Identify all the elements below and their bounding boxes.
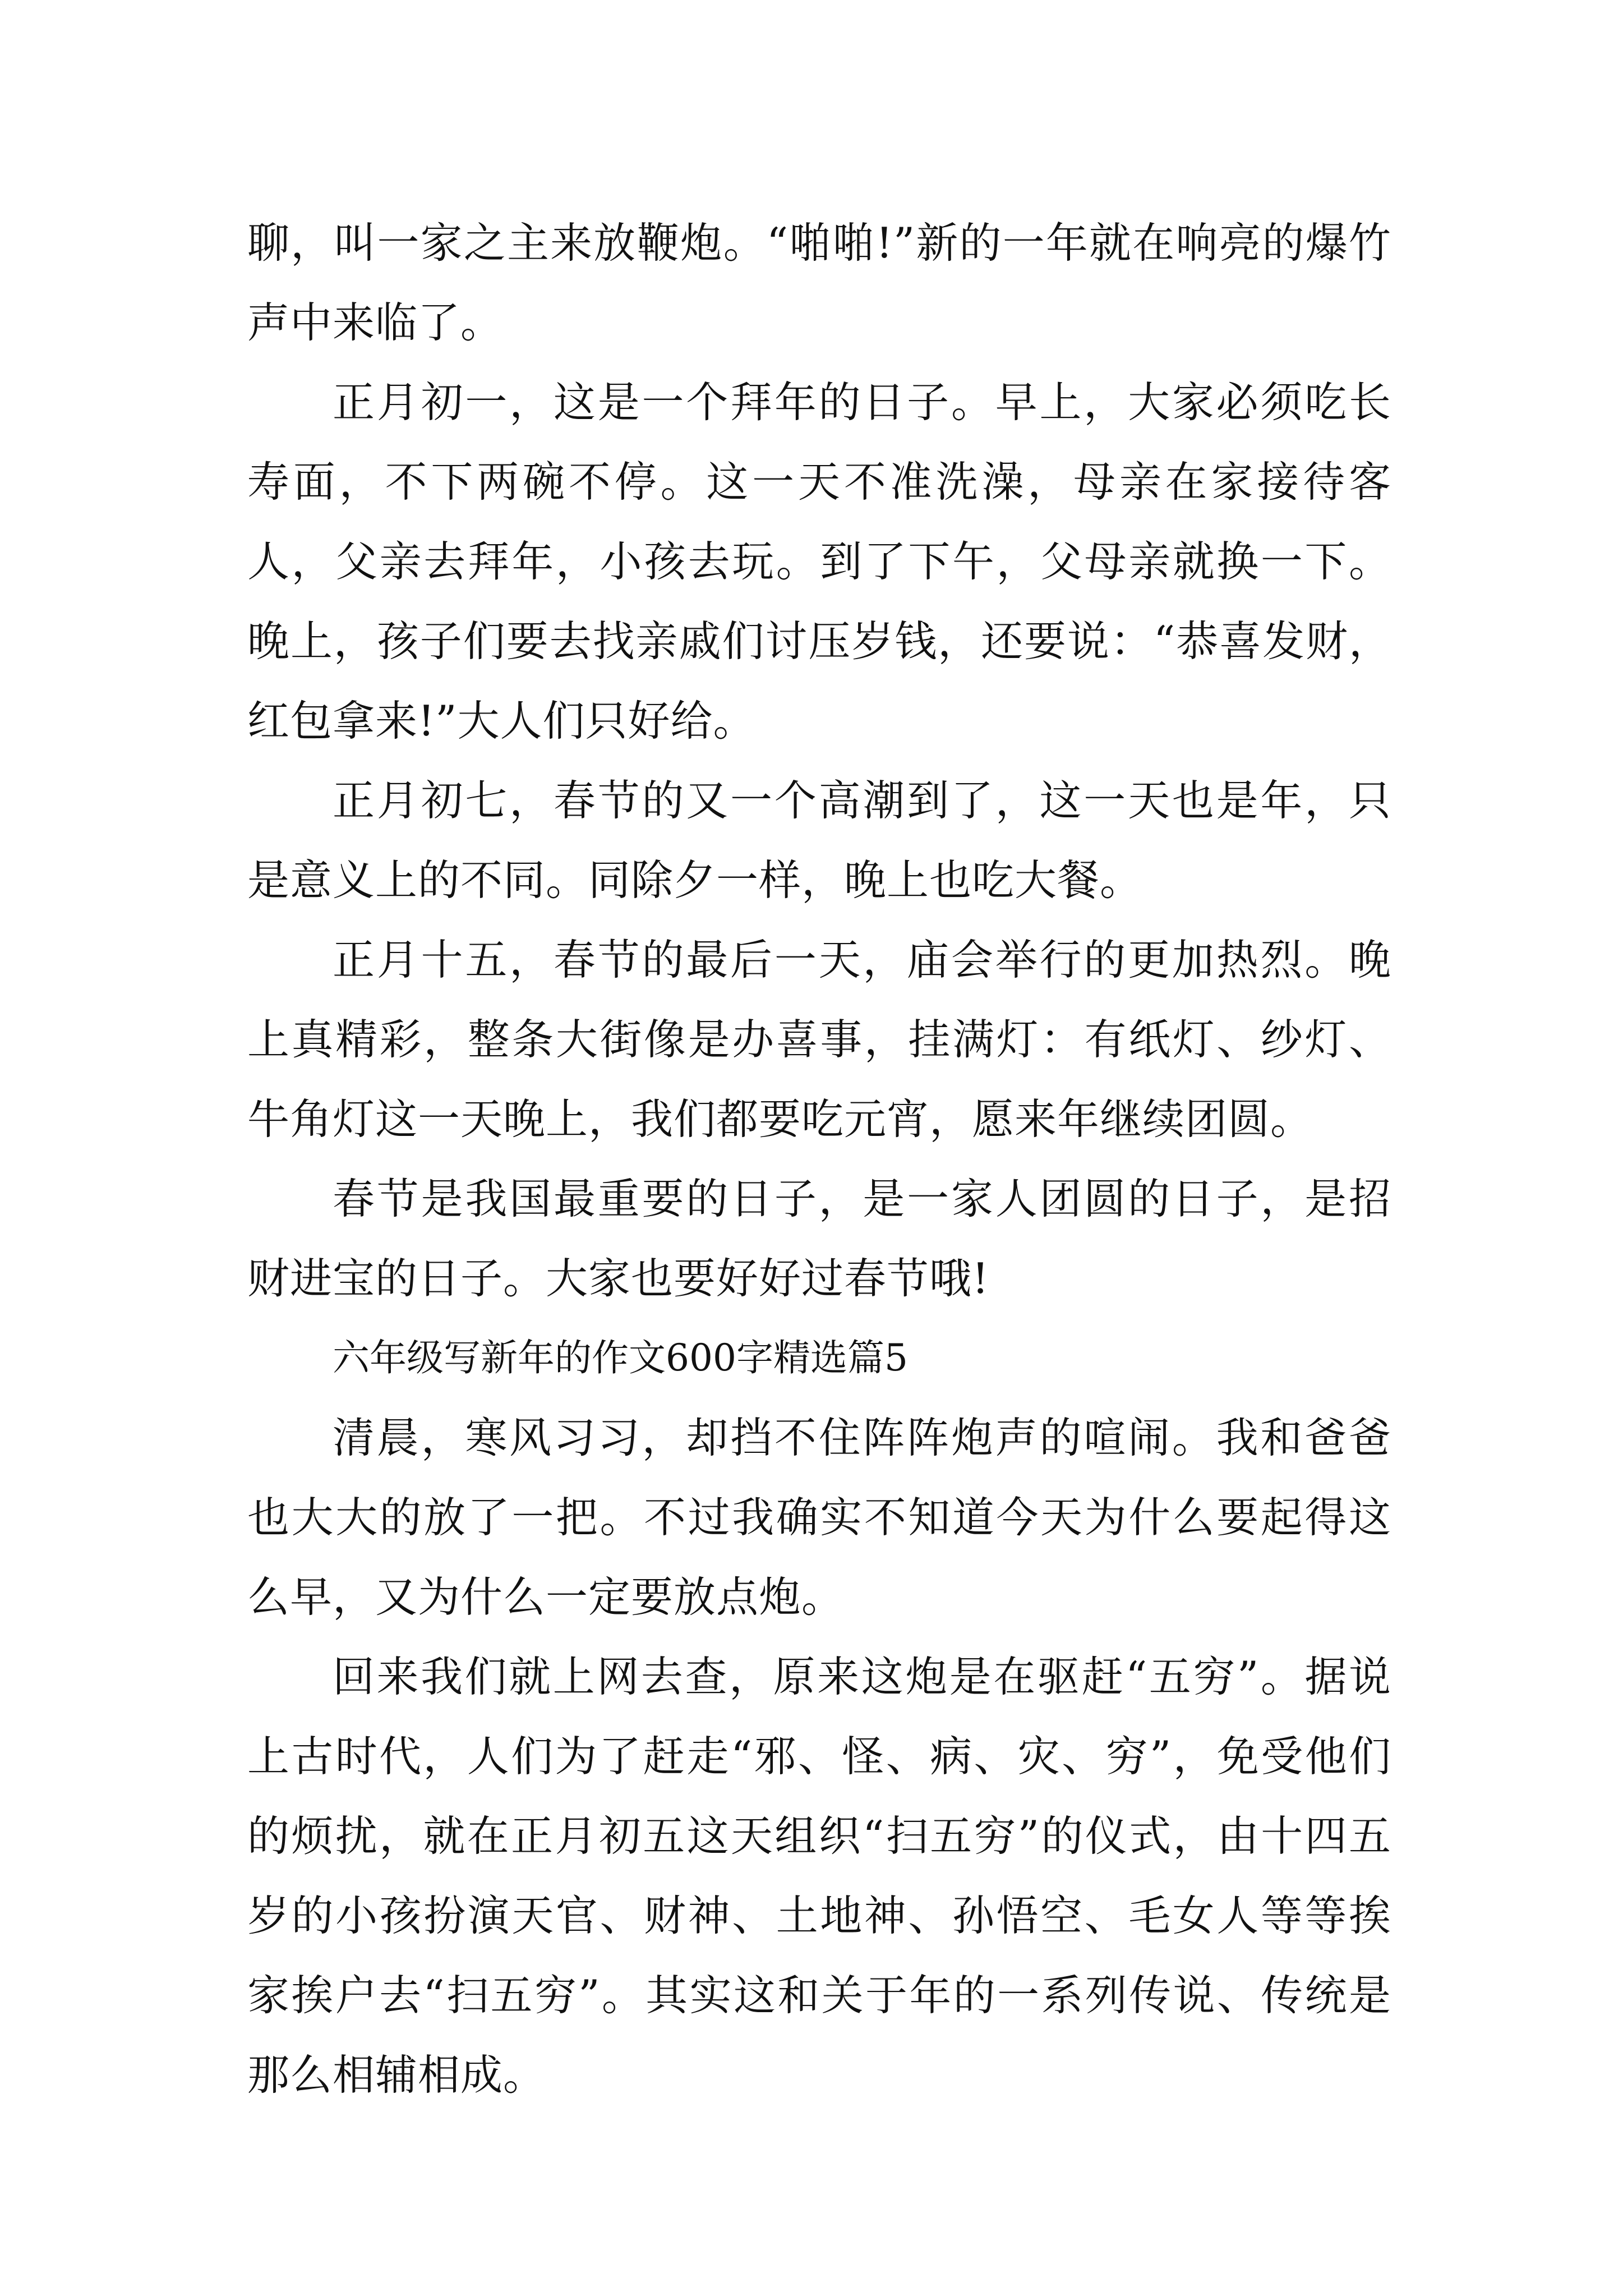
paragraph-2: 正月初一，这是一个拜年的日子。早上，大家必须吃长寿面，不下两碗不停。这一天不准洗澡，母亲在家接待客人，父亲去拜年，小孩去玩。到了下午，父母亲就换一下。晚上，孩子们要去找亲戚们讨压岁钱，还要说：“恭喜发财，红包拿来!”大人们只好给。 [247,378,1391,746]
document-body [247,203,1391,2115]
paragraph-3: 正月初七，春节的又一个高潮到了，这一天也是年，只是意义上的不同。同除夕一样，晚上也吃大餐。 [247,776,1391,905]
section-heading: 六年级写新年的作文600字精选篇5 [333,1336,908,1379]
paragraph-6: 清晨，寒风习习，却挡不住阵阵炮声的喧闹。我和爸爸也大大的放了一把。不过我确实不知道今天为什么要起得这么早，又为什么一定要放点炮。 [247,1413,1391,1622]
paragraph-5: 春节是我国最重要的日子，是一家人团圆的日子，是招财进宝的日子。大家也要好好过春节哦! [247,1174,1391,1303]
paragraph-1: 聊，叫一家之主来放鞭炮。“啪啪!”新的一年就在响亮的爆竹声中来临了。 [247,218,1391,347]
paragraph-4: 正月十五，春节的最后一天，庙会举行的更加热烈。晚上真精彩，整条大街像是办喜事，挂满灯：有纸灯、纱灯、牛角灯这一天晚上，我们都要吃元宵，愿来年继续团圆。 [247,935,1391,1144]
paragraph-7: 回来我们就上网去查，原来这炮是在驱赶“五穷”。据说上古时代，人们为了赶走“邪、怪、病、灾、穷”，免受他们的烦扰，就在正月初五这天组织“扫五穷”的仪式，由十四五岁的小孩扮演天官、财神、土地神、孙悟空、毛女人等等挨家挨户去“扫五穷”。其实这和关于年的一系列传说、传统是那么相辅相成。 [247,1652,1391,2100]
